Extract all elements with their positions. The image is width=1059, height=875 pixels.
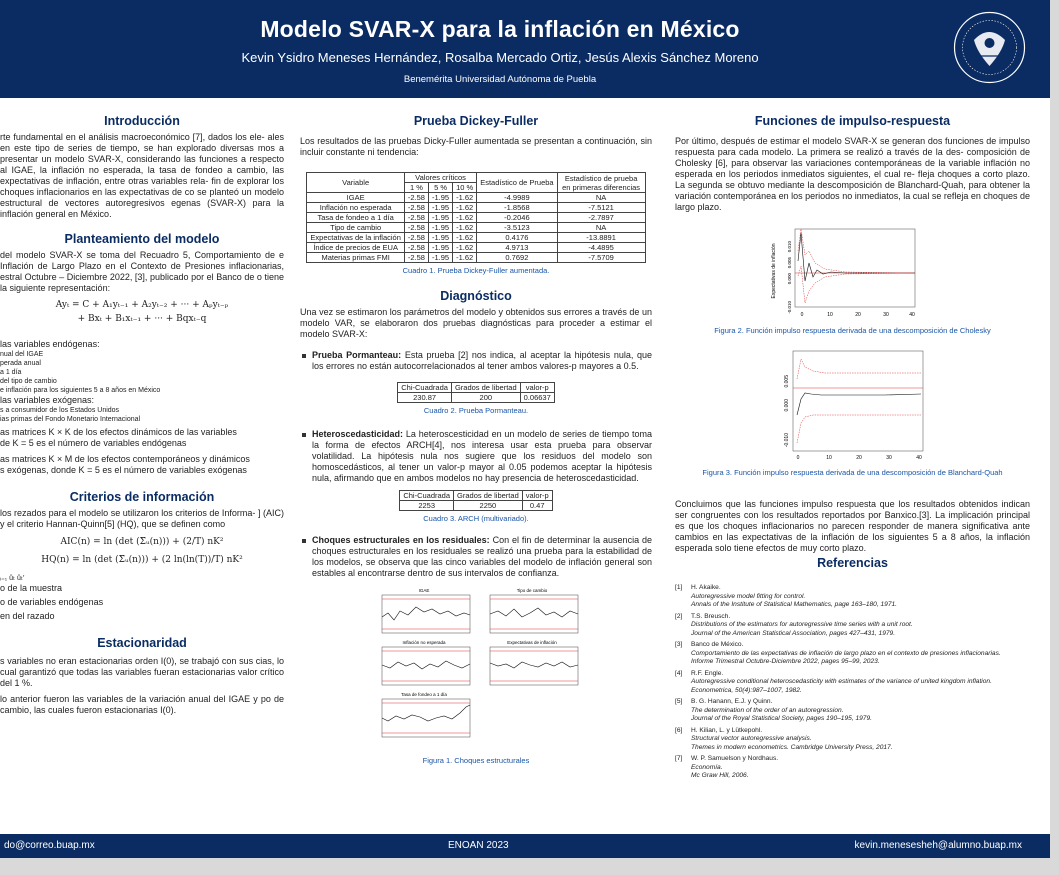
reference-item: [675, 584, 1030, 610]
structural-shocks-figure: [300, 585, 652, 753]
x-tick-label: 40: [909, 312, 915, 318]
x-tick-label: 30: [886, 455, 892, 461]
table-row: [398, 393, 555, 403]
dickey-fuller-rows: [307, 193, 645, 263]
table-cell: Expectativas de la inflación: [307, 233, 404, 243]
x-tick-label: 0: [796, 455, 800, 461]
table2-caption: Cuadro 2. Prueba Pormanteau.: [423, 406, 529, 415]
reference-title: Autoregressive model fitting for control.: [691, 592, 806, 600]
table-cell: 0.4176: [477, 233, 557, 243]
reference-number: [3]: [675, 641, 683, 648]
reference-number: [2]: [675, 612, 683, 620]
table-cell: -1.95: [428, 233, 452, 243]
table-cell: 0.47: [522, 501, 552, 511]
x-tick-label: 20: [855, 312, 861, 318]
reference-authors: H. Akaike.: [691, 584, 721, 591]
y-tick-label: -0.010: [784, 433, 790, 448]
table-cell: -4.4895: [557, 243, 645, 253]
model-equation-2: + Bxₜ + B₁xₜ₋₁ + ··· + Bqxₜ₋q: [77, 314, 207, 324]
table-cell: 0.7692: [477, 253, 557, 263]
table-cell: -2.58: [404, 243, 428, 253]
university-seal-logo: [952, 10, 1027, 85]
reference-number: [6]: [675, 726, 683, 734]
table-cell: -0.2046: [477, 213, 557, 223]
y-axis-label: Expectativas de inflación: [771, 243, 777, 299]
reference-authors: T.S. Breusch.: [691, 612, 731, 620]
panel-unexpected-inflation: [382, 640, 470, 685]
heteroscedasticity-item: [300, 429, 652, 484]
reference-item: [675, 755, 1030, 781]
criteria-heading: Criterios de información: [69, 490, 215, 504]
table-cell: -1.62: [453, 233, 477, 243]
column-middle: [300, 106, 652, 830]
criteria-item: o de variables endógenas: [0, 597, 104, 607]
table-cell: -4.9989: [477, 193, 557, 203]
table-cell: -1.95: [428, 203, 452, 213]
table-cell: -2.58: [404, 233, 428, 243]
table-cell: Materias primas FMI: [307, 253, 404, 263]
table-header: Variable: [307, 173, 404, 193]
endogenous-item: del tipo de cambio: [0, 378, 57, 385]
table-cell: 200: [451, 393, 520, 403]
table-header: 1 %: [404, 183, 428, 193]
reference-source: Themes in modern econometrics. Cambridge University Press, 2017.: [691, 743, 893, 751]
reference-authors: B. G. Hanann, E.J. y Quinn.: [691, 698, 773, 705]
table-header: valor-p: [522, 491, 552, 501]
table-cell: -2.58: [404, 253, 428, 263]
x-tick-label: 40: [916, 455, 922, 461]
affiliation: Benemérita Universidad Autónoma de Puebla: [403, 74, 597, 85]
table-cell: -1.62: [453, 223, 477, 233]
table-cell: NA: [557, 193, 645, 203]
reference-number: [4]: [675, 669, 683, 677]
panel-funding-rate: [382, 692, 470, 737]
portmanteau-text: Esta prueba [2] nos indica, al aceptar la hipótesis nula, que los errores no están autocorrelacionados al tener ambos valores-p mayores a 0.5.: [312, 350, 652, 371]
heteroscedasticity-label: Heteroscedasticidad:: [312, 429, 404, 439]
portmanteau-item: [300, 350, 652, 372]
reference-item: [675, 641, 1030, 667]
references-heading: Referencias: [817, 556, 888, 570]
dickey-fuller-text: Los resultados de las pruebas Dicky-Fuller aumentada se presentan a continuación, sin incluir constante ni tendencia:: [300, 136, 652, 157]
reference-source: Mc Graw Hill, 2006.: [691, 772, 749, 779]
table-cell: -2.7897: [557, 213, 645, 223]
reference-authors: W. P. Samuelson y Nordhaus.: [691, 755, 779, 762]
structural-shocks-label: Choques estructurales en los residuales:: [312, 535, 490, 545]
cholesky-irf-chart: [675, 221, 1030, 323]
reference-item: [675, 670, 1030, 696]
table-cell: -7.5121: [557, 203, 645, 213]
table-cell: -1.62: [453, 213, 477, 223]
table-row: [400, 501, 552, 511]
table-cell: 230.87: [398, 393, 452, 403]
conclusion-text: Concluimos que las funciones impulso respuesta que los resultados obtenidos indican ser congruentes con los resultados reportados por Banxico.[3]. La implicación principal es que los choques inflacionarios no parecen responder de manera significativa ante cambios en las expectativas de la inflación de los siguientes 5 a 8 años, la inflación esperada solo tiene efectos de muy corto plazo.: [675, 499, 1030, 553]
plan-heading: Planteamiento del modelo: [64, 232, 220, 246]
table-cell: -1.62: [453, 203, 477, 213]
stationarity-text: lo anterior fueron las variables de la variación anual del IGAE y po de cambio, las cuales fueron estacionarias I(0).: [0, 694, 284, 715]
table-row: [307, 213, 645, 223]
structural-shocks-text: Con el fin de determinar la ausencia de choques estructurales en los residuales se realizó una prueba para la estabilidad de los modelos, se observa que las cinco variables del modelo de inflación general son estables al encontrarse dentro de sus intervalos de confianza.: [312, 535, 652, 578]
reference-item: [675, 698, 1030, 724]
table1-caption: Cuadro 1. Prueba Dickey-Fuller aumentada.: [402, 266, 550, 275]
endogenous-item: nual del IGAE: [0, 351, 44, 358]
x-tick-label: 20: [856, 455, 862, 461]
reference-authors: Banco de México.: [691, 641, 744, 648]
table-cell: Tipo de cambio: [307, 223, 404, 233]
table-cell: IGAE: [307, 193, 404, 203]
matrix-b-text: s exógenas, donde K = 5 es el número de variables exógenas: [0, 465, 247, 475]
poster-footer: [0, 834, 1050, 858]
endogenous-label: las variables endógenas:: [0, 339, 100, 349]
stationarity-text: s variables no eran estacionarias orden I(0), se trabajó con sus cias, lo cual garantizó que todas las variables fueran estacionarias valor crítico del 1 %.: [0, 656, 284, 688]
table-row: [307, 243, 645, 253]
reference-source: Annals of the Institute of Statistical Mathematics, page 163–180, 1971.: [691, 601, 897, 608]
table-header: Estadístico de prueba en primeras diferencias: [557, 173, 645, 193]
poster-title: Modelo SVAR-X para la inflación en México: [260, 16, 740, 42]
criteria-item: o de la muestra: [0, 583, 63, 593]
aic-equation: AIC(n) = ln (det (Σ̃ᵤ(n))) + (2/T) nK²: [60, 537, 224, 547]
x-tick-label: 30: [883, 312, 889, 318]
diagnostic-heading: Diagnóstico: [440, 289, 512, 303]
table-row: [307, 193, 645, 203]
panel-inflation-expectations: [490, 640, 578, 685]
table-header: valor-p: [520, 383, 554, 393]
table-cell: -1.95: [428, 253, 452, 263]
diagnostic-text: Una vez se estimaron los parámetros del modelo y obtenidos sus errores a través de un modelo VAR, se elaboraron dos pruebas diagnósticas para proceder a estimar el modelo SVAR-X:: [300, 307, 652, 339]
table-cell: -2.58: [404, 203, 428, 213]
endogenous-item: a 1 día: [0, 369, 22, 376]
reference-number: [1]: [675, 584, 683, 591]
table-cell: 2250: [454, 501, 523, 511]
table-cell: -13.8891: [557, 233, 645, 243]
table-cell: Tasa de fondeo a 1 día: [307, 213, 404, 223]
table-header: Grados de libertad: [451, 383, 520, 393]
heteroscedasticity-text: La heteroscesticidad en un modelo de series de tiempo toma la forma de efectos ARCH[4], nos interesa usar esta prueba para observar volatilidad. La hipótesis nula nos sugiere que los residuos del modelo son homoscedásticos, al tener un valor-p mayor al 0.05 podemos aceptar la hipótesis nula, afirmando que en ambos modelos no hay presencia de heteroscedasticidad.: [312, 429, 652, 483]
x-tick-label: 10: [826, 455, 832, 461]
reference-authors: H. Kilian, L. y Lütkepohl.: [691, 726, 763, 734]
hq-equation: HQ(n) = ln (det (Σ̃ᵤ(n))) + (2 ln(ln(T))/T) nK²: [41, 555, 243, 565]
model-equation-1: Ayₜ = C + A₁yₜ₋₁ + A₂yₜ₋₂ + ··· + Aₚyₜ₋ₚ: [55, 300, 229, 310]
reference-number: [5]: [675, 698, 683, 705]
table-cell: -2.58: [404, 223, 428, 233]
endogenous-item: e inflación para los siguientes 5 a 8 años en México: [0, 387, 161, 394]
portmanteau-table: [397, 382, 555, 403]
impulse-response-text: Por último, después de estimar el modelo SVAR-X se generan dos funciones de impulso respuesta para cada modelo. La primera se realizó a través de la des- composición de Cholesky [6], para observar las variaciones contemporáneas de la variable inflación no esperada en los periodos inmediatos siguientes, el cual re- fleja choques a corto plazo. La segunda se obtuvo mediante la descomposición de Blanchard-Quah, para obtener la variación contemporánea en los periodos no inmediatos, la cual se refleja en choques de largo plazo.: [675, 136, 1030, 212]
exogenous-item: ias primas del Fondo Monetario Internacional: [0, 416, 141, 423]
y-tick-label: 0.005: [787, 257, 792, 269]
panel-igae: [382, 588, 470, 633]
endogenous-item: perada anual: [0, 360, 41, 367]
footer-email-right[interactable]: kevin.menesesheh@alumno.buap.mx: [854, 840, 1022, 851]
table-header: Estadístico de Prueba: [477, 173, 557, 193]
reference-title: Structural vector autoregressive analysis.: [691, 735, 812, 742]
plan-text: del modelo SVAR-X se toma del Recuadro 5, Comportamiento de e Inflación de Largo Plazo en el Contexto de Presiones inflacionarias, estral Octubre – Diciembre 2022, [3], publicado por el Banco de o tiene la siguiente representación:: [0, 250, 284, 293]
reference-source: Informe Trimestral Octubre-Diciembre 2022, pages 95–99, 2023.: [691, 658, 880, 665]
table-cell: 4.9713: [477, 243, 557, 253]
y-tick-label: 0.000: [787, 273, 792, 285]
panel-title: Inflación no esperada: [402, 640, 446, 645]
references-list: [675, 584, 1030, 781]
panel-title: Tipo de cambio: [516, 588, 548, 593]
table-cell: -7.5709: [557, 253, 645, 263]
intro-text: rte fundamental en el análisis macroeconómico [7], dados los ele- ales en este tipo de series de tiempo, se han explorado diversas mos a presentar un modelo SVAR-X, considerando las funciones a respecto al IGAE, la inflación no esperada, la tasa de fondeo a cambio, las expectativas de inflación, entre otras variables rela- fin de explorar los choques inflacionarios en las expectativas de co se planteó un modelo estructural de vectores autoregresivos egenas (SVAR-X) para la inflación general en México.: [0, 132, 284, 219]
footer-email-left[interactable]: do@correo.buap.mx: [4, 840, 95, 851]
table-row: [307, 203, 645, 213]
y-tick-label: 0.005: [784, 375, 790, 388]
table-cell: -1.62: [453, 243, 477, 253]
reference-authors: R.F. Engle.: [691, 669, 724, 677]
reference-title: Autoregressive conditional heteroscedasticity with estimates of the variance of united kingdom inflation.: [691, 678, 992, 685]
table-header: Chi-Cuadrada: [398, 383, 452, 393]
poster-header: [0, 0, 1050, 98]
arch-table: [399, 490, 552, 511]
table-cell: -1.95: [428, 223, 452, 233]
table-header: Chi-Cuadrada: [400, 491, 454, 501]
impulse-response-heading: Funciones de impulso-respuesta: [754, 114, 951, 128]
exogenous-item: s a consumidor de los Estados Unidos: [0, 407, 120, 414]
table-cell: -1.8568: [477, 203, 557, 213]
figure3-caption: Figura 3. Función impulso respuesta derivada de una descomposición de Blanchard-Quah: [702, 468, 1003, 477]
matrix-a-text: as matrices K × K de los efectos dinámicos de las variables: [0, 427, 237, 437]
reference-source: Journal of the Royal Statistical Society, pages 190–195, 1979.: [691, 715, 872, 722]
criteria-item: en del razado: [0, 611, 55, 621]
y-tick-label: 0.010: [787, 241, 792, 253]
table-cell: -1.62: [453, 193, 477, 203]
reference-title: The determination of the order of an autoregression.: [691, 706, 844, 714]
criteria-note: ᵢ₌₁ ûₜ ûₜ′: [0, 575, 25, 582]
panel-title: Expectativas de inflación: [507, 640, 557, 645]
table-header: Grados de libertad: [454, 491, 523, 501]
table-row: [307, 233, 645, 243]
table-cell: -3.5123: [477, 223, 557, 233]
reference-source: Econometrica, 50(4):987–1007, 1982.: [691, 686, 802, 694]
portmanteau-label: Prueba Pormanteau:: [312, 350, 402, 360]
table-header: 5 %: [428, 183, 452, 193]
table-cell: -2.58: [404, 213, 428, 223]
table-header: 10 %: [453, 183, 477, 193]
panel-title: Tasa de fondeo a 1 día: [401, 692, 447, 697]
table-cell: 0.06637: [520, 393, 554, 403]
table-header: Valores críticos: [404, 173, 476, 183]
table-cell: NA: [557, 223, 645, 233]
reference-title: Comportamiento de las expectativas de inflación de largo plazo en el contexto de presiones inflacionarias.: [691, 649, 1001, 657]
matrix-a-text: de K = 5 es el número de variables endógenas: [0, 438, 187, 448]
reference-item: [675, 727, 1030, 753]
table-cell: -2.58: [404, 193, 428, 203]
authors: Kevin Ysidro Meneses Hernández, Rosalba Mercado Ortiz, Jesús Alexis Sánchez Moreno: [241, 50, 759, 65]
reference-title: Economía.: [691, 763, 723, 771]
table-row: [307, 223, 645, 233]
matrix-b-text: as matrices K × M de los efectos contemporáneos y dinámicos: [0, 454, 250, 464]
dickey-fuller-heading: Prueba Dickey-Fuller: [413, 114, 539, 128]
footer-event: ENOAN 2023: [448, 840, 509, 851]
reference-item: [675, 613, 1030, 639]
x-tick-label: 10: [827, 312, 833, 318]
x-tick-label: 0: [800, 312, 804, 318]
table-cell: -1.62: [453, 253, 477, 263]
exogenous-label: las variables exógenas:: [0, 395, 95, 405]
table-cell: 2253: [400, 501, 454, 511]
figure2-caption: Figura 2. Función impulso respuesta derivada de una descomposición de Cholesky: [714, 326, 991, 335]
panel-exchange-rate: [490, 588, 578, 633]
reference-title: Distributions of the estimators for autoregressive time series with a unit root.: [691, 621, 913, 628]
table-cell: -1.95: [428, 243, 452, 253]
table-cell: -1.95: [428, 193, 452, 203]
structural-shocks-item: [300, 535, 652, 579]
table3-caption: Cuadro 3. ARCH (multivariado).: [423, 514, 529, 523]
y-tick-label: -0.010: [787, 301, 792, 314]
figure1-caption: Figura 1. Choques estructurales: [422, 756, 530, 765]
intro-heading: Introducción: [104, 114, 180, 128]
table-row: [307, 253, 645, 263]
column-left: [0, 106, 284, 830]
column-right: [675, 106, 1030, 830]
table-cell: -1.95: [428, 213, 452, 223]
reference-number: [7]: [675, 755, 683, 762]
panel-title: IGAE: [418, 588, 430, 593]
y-tick-label: 0.000: [784, 399, 790, 412]
stationarity-heading: Estacionaridad: [97, 636, 187, 650]
blanchard-quah-irf-chart: [675, 345, 1030, 465]
reference-source: Journal of the American Statistical Association, pages 427–431, 1979.: [691, 629, 896, 637]
dickey-fuller-table: [306, 172, 645, 263]
criteria-text: los rezados para el modelo se utilizaron los criterios de Informa- ] (AIC) y el criterio Hannan-Quinn[5] (HQ), que se definen como: [0, 508, 284, 529]
table-cell: Índice de precios de EUA: [307, 243, 404, 253]
table-cell: Inflación no esperada: [307, 203, 404, 213]
